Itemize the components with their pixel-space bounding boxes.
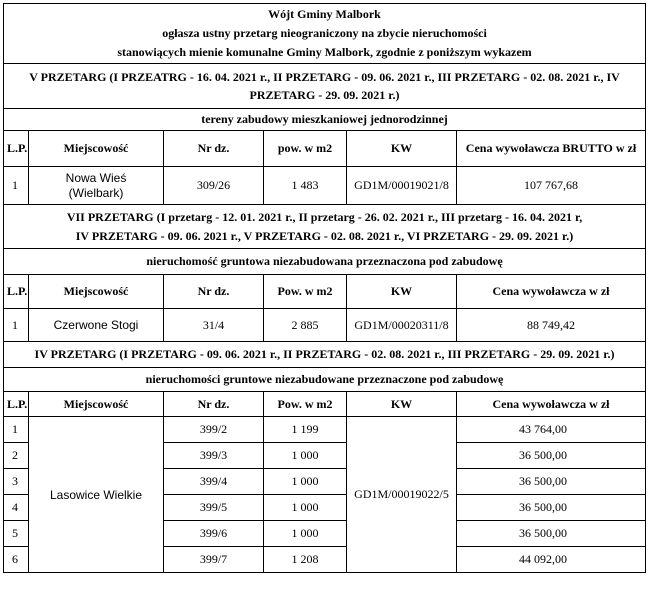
section3-subtitle-row xyxy=(4,368,646,392)
row-lp: 4 xyxy=(4,495,29,521)
row-plot: 399/4 xyxy=(164,469,264,495)
section1-title-row xyxy=(4,64,646,109)
row-lp: 3 xyxy=(4,469,29,495)
section2-title xyxy=(4,205,646,249)
row-price: 36 500,00 xyxy=(457,443,646,469)
row-price: 43 764,00 xyxy=(457,417,646,443)
row-price: 36 500,00 xyxy=(457,469,646,495)
header-line-1: Wójt Gminy Malbork xyxy=(268,7,381,21)
row-kw: GD1M/00019021/8 xyxy=(347,167,457,205)
column-header-lp: L.P. xyxy=(4,392,29,417)
column-header-price: Cena wywoławcza w zł xyxy=(457,275,646,309)
row-kw-merged: GD1M/00019022/5 xyxy=(347,417,457,573)
row-area: 1 483 xyxy=(264,167,347,205)
row-price: 36 500,00 xyxy=(457,495,646,521)
row-kw: GD1M/00020311/8 xyxy=(347,309,457,342)
column-header-place: Miejscowość xyxy=(29,392,164,417)
row-lp: 5 xyxy=(4,521,29,547)
section2-subtitle: nieruchomość gruntowa niezabudowana przeznaczona pod zabudowę xyxy=(4,249,646,275)
section2-subtitle-row xyxy=(4,249,646,275)
section3-title: IV PRZETARG (I PRZETARG - 09. 06. 2021 r., II PRZETARG - 02. 08. 2021 r., III PRZETARG - 29. 09. 2021 r.) xyxy=(4,342,646,368)
row-plot: 399/5 xyxy=(164,495,264,521)
row-plot: 399/7 xyxy=(164,547,264,573)
row-place: Czerwone Stogi xyxy=(29,309,164,342)
auction-announcement-table xyxy=(3,3,646,573)
table-row xyxy=(4,417,646,443)
column-header-plot: Nr dz. xyxy=(164,392,264,417)
section3-column-header-row xyxy=(4,392,646,417)
column-header-lp: L.P. xyxy=(4,275,29,309)
column-header-area: Pow. w m2 xyxy=(264,275,347,309)
row-area: 1 208 xyxy=(264,547,347,573)
column-header-kw: KW xyxy=(347,275,457,309)
row-lp: 1 xyxy=(4,167,29,205)
row-lp: 2 xyxy=(4,443,29,469)
table-row xyxy=(4,167,646,205)
row-price: 107 767,68 xyxy=(457,167,646,205)
column-header-place: Miejscowość xyxy=(29,275,164,309)
row-place-line-2: (Wielbark) xyxy=(68,185,124,200)
section3-title-row xyxy=(4,342,646,368)
row-place-line-1: Nowa Wieś xyxy=(65,170,127,185)
column-header-price: Cena wywoławcza w zł xyxy=(457,392,646,417)
row-area: 1 199 xyxy=(264,417,347,443)
column-header-area: Pow. w m2 xyxy=(264,392,347,417)
column-header-price: Cena wywoławcza BRUTTO w zł xyxy=(457,131,646,167)
section1-subtitle: tereny zabudowy mieszkaniowej jednorodzinnej xyxy=(4,109,646,131)
section3-subtitle: nieruchomości gruntowe niezabudowane przeznaczone pod zabudowę xyxy=(4,368,646,392)
row-plot: 399/2 xyxy=(164,417,264,443)
row-place-merged: Lasowice Wielkie xyxy=(29,417,164,573)
row-area: 1 000 xyxy=(264,443,347,469)
row-price: 88 749,42 xyxy=(457,309,646,342)
row-lp: 6 xyxy=(4,547,29,573)
row-area: 1 000 xyxy=(264,495,347,521)
announcement-header xyxy=(4,4,646,64)
header-line-3: stanowiących mienie komunalne Gminy Malbork, zgodnie z poniższym wykazem xyxy=(117,45,532,59)
row-area: 1 000 xyxy=(264,521,347,547)
row-area: 2 885 xyxy=(264,309,347,342)
row-plot: 31/4 xyxy=(164,309,264,342)
section2-title-row xyxy=(4,205,646,249)
row-plot: 399/6 xyxy=(164,521,264,547)
section1-title: V PRZETARG (I PRZEATRG - 16. 04. 2021 r., II PRZETARG - 09. 06. 2021 r., III PRZETARG - 02. 08. 2021 r., IV PRZETARG - 29. 09. 2021 r.) xyxy=(4,64,646,109)
row-lp: 1 xyxy=(4,309,29,342)
column-header-kw: KW xyxy=(347,392,457,417)
row-lp: 1 xyxy=(4,417,29,443)
section2-column-header-row xyxy=(4,275,646,309)
column-header-plot: Nr dz. xyxy=(164,275,264,309)
row-plot: 309/26 xyxy=(164,167,264,205)
header-line-2: ogłasza ustny przetarg nieograniczony na zbycie nieruchomości xyxy=(162,26,487,40)
row-price: 44 092,00 xyxy=(457,547,646,573)
row-area: 1 000 xyxy=(264,469,347,495)
row-place xyxy=(29,167,164,205)
section2-title-line-1: VII PRZETARG (I przetarg - 12. 01. 2021 r., II przetarg - 26. 02. 2021 r., III przetarg - 16. 04. 2021 r, xyxy=(66,209,583,224)
column-header-kw: KW xyxy=(347,131,457,167)
section1-subtitle-row xyxy=(4,109,646,131)
table-row xyxy=(4,309,646,342)
row-plot: 399/3 xyxy=(164,443,264,469)
section2-title-line-2: IV PRZETARG - 09. 06. 2021 r., V PRZETARG - 02. 08. 2021 r., VI PRZETARG - 29. 09. 2021 r.) xyxy=(75,228,574,243)
column-header-lp: L.P. xyxy=(4,131,29,167)
column-header-place: Miejscowość xyxy=(29,131,164,167)
column-header-plot: Nr dz. xyxy=(164,131,264,167)
row-price: 36 500,00 xyxy=(457,521,646,547)
announcement-header-row xyxy=(4,4,646,64)
column-header-area: pow. w m2 xyxy=(264,131,347,167)
section1-column-header-row xyxy=(4,131,646,167)
